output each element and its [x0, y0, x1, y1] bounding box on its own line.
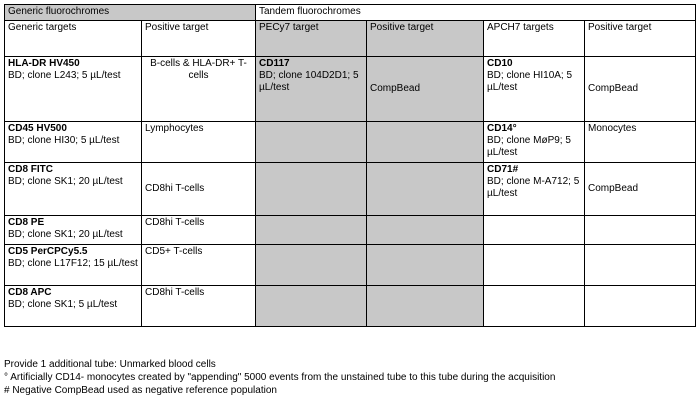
- generic-target-title: CD5 PerCPCy5.5: [8, 246, 88, 257]
- generic-target-cell: [5, 163, 142, 216]
- footnote-additional-tube: Provide 1 additional tube: Unmarked blood cells: [4, 359, 216, 370]
- pecy7-target-cell: [256, 216, 367, 245]
- apch7-target-detail: BD; clone M-A712; 5 µL/test: [487, 176, 580, 199]
- generic-target-cell: [5, 286, 142, 327]
- generic-target-title: CD8 FITC: [8, 164, 53, 175]
- generic-target-detail: BD; clone L243; 5 µL/test: [8, 70, 121, 81]
- column-header-row: [5, 21, 696, 57]
- apch7-target-cell: [484, 57, 585, 122]
- apch7-target-cell: [484, 286, 585, 327]
- generic-positive-text: CD5+ T-cells: [145, 246, 203, 257]
- apch7-positive-cell: [585, 286, 696, 327]
- generic-target-cell: [5, 245, 142, 286]
- generic-positive-cell: [142, 163, 256, 216]
- pecy7-positive-cell: [367, 245, 484, 286]
- tandem-fluorochromes-header: Tandem fluorochromes: [256, 5, 696, 21]
- generic-target-title: HLA-DR HV450: [8, 58, 80, 69]
- generic-target-detail: BD; clone SK1; 20 µL/test: [8, 176, 123, 187]
- generic-targets-header: Generic targets: [5, 21, 142, 57]
- apch7-target-cell: [484, 245, 585, 286]
- apch7-positive-cell: [585, 216, 696, 245]
- generic-target-title: CD8 PE: [8, 217, 45, 228]
- pecy7-positive-cell: [367, 286, 484, 327]
- pecy7-target-cell: [256, 57, 367, 122]
- apch7-positive-cell: [585, 245, 696, 286]
- pecy7-positive-target-header: Positive target: [367, 21, 484, 57]
- table-row: [5, 122, 696, 163]
- generic-fluorochromes-header: Generic fluorochromes: [5, 5, 256, 21]
- table-row: [5, 245, 696, 286]
- table-row: [5, 163, 696, 216]
- pecy7-positive-cell: [367, 57, 484, 122]
- pecy7-target-title: CD117: [259, 58, 290, 69]
- apch7-target-title: CD14°: [487, 123, 517, 134]
- generic-target-cell: [5, 122, 142, 163]
- group-header-row: [5, 5, 696, 21]
- pecy7-target-cell: [256, 163, 367, 216]
- generic-target-cell: [5, 57, 142, 122]
- apch7-target-title: CD71#: [487, 164, 519, 175]
- generic-target-title: CD45 HV500: [8, 123, 67, 134]
- fluorochrome-panel-table: [4, 4, 696, 327]
- generic-positive-cell: [142, 122, 256, 163]
- generic-target-detail: BD; clone SK1; 20 µL/test: [8, 229, 123, 240]
- generic-positive-target-header: Positive target: [142, 21, 256, 57]
- apch7-target-title: CD10: [487, 58, 513, 69]
- generic-target-detail: BD; clone L17F12; 15 µL/test: [8, 258, 138, 269]
- pecy7-target-cell: [256, 122, 367, 163]
- generic-positive-cell: [142, 216, 256, 245]
- generic-positive-cell: [142, 245, 256, 286]
- apch7-positive-cell: [585, 163, 696, 216]
- apch7-targets-header: APCH7 targets: [484, 21, 585, 57]
- apch7-target-cell: [484, 122, 585, 163]
- apch7-target-cell: [484, 163, 585, 216]
- apch7-positive-text: CompBead: [588, 183, 639, 194]
- footnote-cd71: # Negative CompBead used as negative reference population: [4, 385, 277, 396]
- generic-target-detail: BD; clone HI30; 5 µL/test: [8, 135, 120, 146]
- pecy7-positive-cell: [367, 122, 484, 163]
- generic-positive-text: CD8hi T-cells: [145, 183, 205, 194]
- generic-target-cell: [5, 216, 142, 245]
- generic-positive-cell: [142, 286, 256, 327]
- generic-positive-text: CD8hi T-cells: [145, 217, 205, 228]
- apch7-positive-text: Monocytes: [588, 123, 637, 134]
- generic-target-title: CD8 APC: [8, 287, 52, 298]
- pecy7-positive-cell: [367, 216, 484, 245]
- pecy7-target-detail: BD; clone 104D2D1; 5 µL/test: [259, 70, 359, 93]
- generic-positive-text: Lymphocytes: [145, 123, 204, 134]
- footnote-cd14: ° Artificially CD14- monocytes created by "appending" 5000 events from the unstained tube to this tube during the acquisition: [4, 372, 556, 383]
- pecy7-positive-cell: [367, 163, 484, 216]
- pecy7-target-cell: [256, 245, 367, 286]
- generic-positive-cell: [142, 57, 256, 122]
- generic-positive-text: B-cells & HLA-DR+ T-cells: [150, 58, 247, 81]
- pecy7-target-header: PECy7 target: [256, 21, 367, 57]
- apch7-positive-cell: [585, 122, 696, 163]
- apch7-positive-text: CompBead: [588, 83, 639, 94]
- apch7-target-detail: BD; clone MøP9; 5 µL/test: [487, 135, 571, 158]
- table-row: [5, 286, 696, 327]
- generic-positive-text: CD8hi T-cells: [145, 287, 205, 298]
- table-row: [5, 216, 696, 245]
- table-row: [5, 57, 696, 122]
- apch7-target-detail: BD; clone HI10A; 5 µL/test: [487, 70, 573, 93]
- apch7-positive-target-header: Positive target: [585, 21, 696, 57]
- pecy7-positive-text: CompBead: [370, 83, 421, 94]
- footnotes: [4, 358, 696, 397]
- apch7-target-cell: [484, 216, 585, 245]
- generic-target-detail: BD; clone SK1; 5 µL/test: [8, 299, 118, 310]
- apch7-positive-cell: [585, 57, 696, 122]
- pecy7-target-cell: [256, 286, 367, 327]
